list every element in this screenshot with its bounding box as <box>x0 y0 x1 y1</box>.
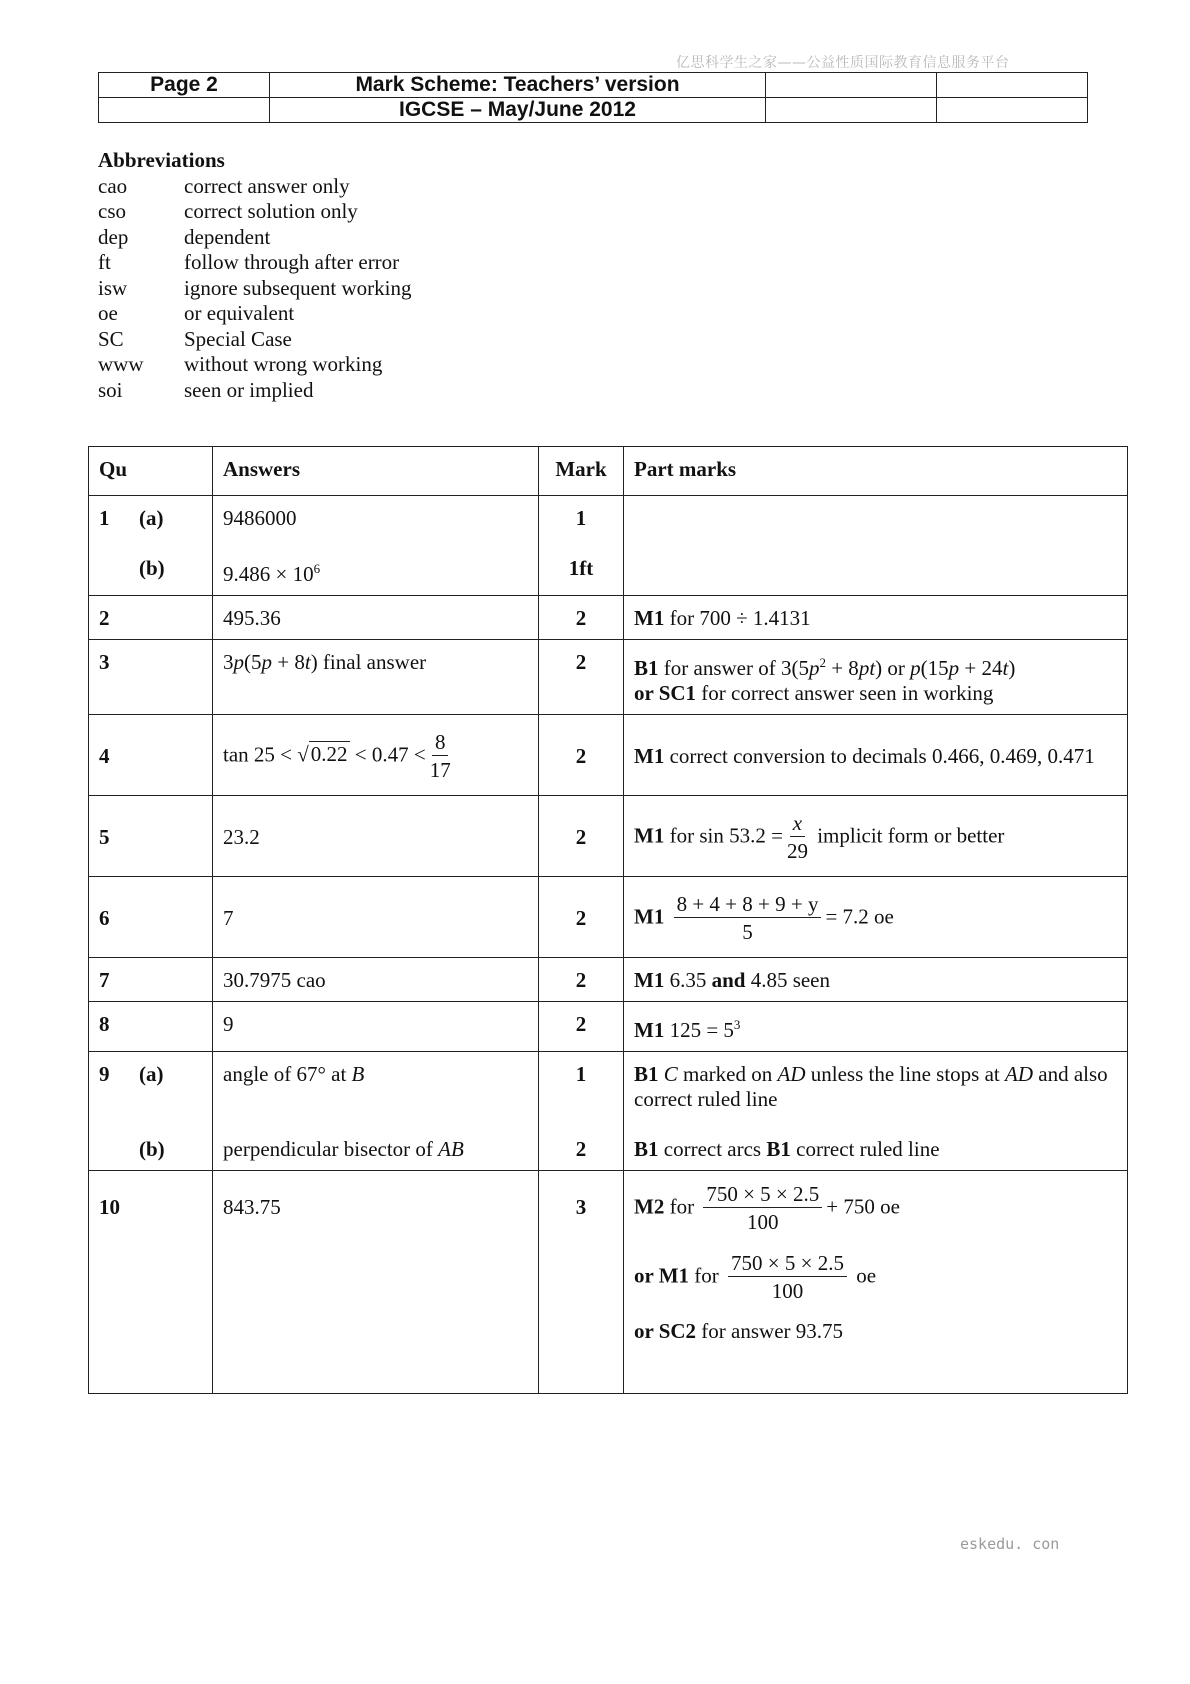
mark: 2 <box>539 715 624 796</box>
abbreviation-item <box>98 276 411 302</box>
answer: 843.75 <box>213 1171 539 1394</box>
abbreviations-title: Abbreviations <box>98 148 225 172</box>
mark: 2 <box>539 958 624 1002</box>
mark: 2 <box>539 596 624 640</box>
footer-text: eskedu. con <box>960 1535 1060 1553</box>
abbreviation-code: SC <box>98 326 124 351</box>
part-marks: M1 6.35 and 4.85 seen <box>624 958 1128 1002</box>
answer: 30.7975 cao <box>213 958 539 1002</box>
answer: angle of 67° at B <box>223 1062 365 1086</box>
abbreviation-item <box>98 250 411 276</box>
answer: tan 25 < √0.22 < 0.47 < $\frac{8}{17}$ <box>213 715 539 796</box>
abbreviation-item <box>98 225 411 251</box>
mark: 1 <box>575 506 587 530</box>
abbreviation-code: soi <box>98 377 123 402</box>
question-part: (b) <box>139 1137 165 1161</box>
abbreviation-code: cso <box>98 199 126 223</box>
table-row <box>89 640 1128 715</box>
abbreviation-code: cao <box>98 173 128 198</box>
mark: 2 <box>575 1137 587 1161</box>
header-mark: Mark <box>539 447 624 496</box>
abbreviation-item <box>98 352 411 378</box>
table-row <box>89 877 1128 958</box>
abbreviation-meaning: ignore subsequent working <box>184 275 412 300</box>
part-marks: M1 correct conversion to decimals 0.466, 0.469, 0.471 <box>624 715 1128 796</box>
abbreviation-meaning: or equivalent <box>184 301 295 325</box>
question-part: (b) <box>139 556 165 580</box>
abbreviations-section <box>98 148 411 403</box>
question-number: 8 <box>99 1012 110 1036</box>
mark: 1ft <box>568 556 594 580</box>
answer: 7 <box>213 877 539 958</box>
table-row <box>89 1002 1128 1052</box>
question-part: (a) <box>139 506 164 530</box>
abbreviations-list <box>98 174 411 404</box>
answer: 9486000 <box>223 506 297 530</box>
table-row <box>89 715 1128 796</box>
mark: 3 <box>539 1171 624 1394</box>
abbreviation-meaning: dependent <box>184 224 271 249</box>
question-number: 4 <box>99 743 110 768</box>
answer: perpendicular bisector of AB <box>223 1137 464 1161</box>
abbreviation-code: ft <box>98 250 111 274</box>
mark: 1 <box>575 1062 587 1086</box>
part-marks: M1 for 700 ÷ 1.4131 <box>624 596 1128 640</box>
header-blank-cell <box>99 98 270 123</box>
table-row <box>89 496 1128 596</box>
question-number: 10 <box>99 1195 120 1219</box>
header-blank-cell <box>766 98 937 123</box>
mark-scheme-table <box>88 446 1128 1394</box>
question-number: 2 <box>99 606 110 630</box>
table-row <box>89 596 1128 640</box>
abbreviation-item <box>98 199 411 225</box>
header-answers: Answers <box>213 447 539 496</box>
mark: 2 <box>539 1002 624 1052</box>
abbreviation-code: isw <box>98 275 128 300</box>
mark: 2 <box>539 877 624 958</box>
abbreviation-meaning: correct solution only <box>184 199 358 223</box>
abbreviation-meaning: seen or implied <box>184 377 314 402</box>
table-row <box>89 1171 1128 1394</box>
abbreviation-code: www <box>98 352 144 376</box>
question-number: 5 <box>99 824 110 849</box>
answer: 9 <box>213 1002 539 1052</box>
answer: 495.36 <box>213 596 539 640</box>
answer: 3p(5p + 8t) final answer <box>213 640 539 715</box>
question-number: 9 <box>99 1062 110 1086</box>
part-marks: M1 $\frac{8 + 4 + 8 + 9 + y}{5}$ = 7.2 oe <box>624 877 1128 958</box>
question-number: 3 <box>99 650 110 674</box>
abbreviation-code: oe <box>98 301 118 325</box>
document-title: Mark Scheme: Teachers’ version <box>270 73 766 98</box>
abbreviation-meaning: correct answer only <box>184 173 350 198</box>
abbreviation-code: dep <box>98 224 129 249</box>
part-marks: M1 $125 = 5^3$ <box>624 1002 1128 1052</box>
abbreviation-meaning: Special Case <box>184 326 292 351</box>
mark: 2 <box>539 796 624 877</box>
answer: $9.486 \times 10^6$ <box>223 561 321 586</box>
abbreviation-meaning: follow through after error <box>184 250 400 274</box>
question-number: 1 <box>99 506 110 530</box>
table-header-row <box>89 447 1128 496</box>
header-qu: Qu <box>89 447 213 496</box>
header-part-marks: Part marks <box>624 447 1128 496</box>
abbreviation-item <box>98 174 411 200</box>
part-marks: M2 for $\frac{750 \times 5 \times 2.5}{100}$ + 750 oe or M1 for $\frac{750 \times 5 \times 2.5}{100}$ oe or SC2 for answer 93.75 <box>624 1171 1128 1394</box>
table-row <box>89 796 1128 877</box>
watermark-text: 亿思科学生之家——公益性质国际教育信息服务平台 <box>676 55 1010 71</box>
page-number: Page 2 <box>99 73 270 98</box>
header-blank-cell <box>766 73 937 98</box>
question-number: 6 <box>99 905 110 930</box>
part-marks <box>624 496 1128 596</box>
part-marks: M1 for sin 53.2 = $\frac{x}{29}$ implicit form or better <box>624 796 1128 877</box>
part-marks: B1 C marked on AD unless the line stops at AD and also correct ruled line B1 correct arcs B1 correct ruled line <box>624 1052 1128 1171</box>
question-part: (a) <box>139 1062 164 1086</box>
answer: 23.2 <box>213 796 539 877</box>
header-blank-cell <box>937 73 1088 98</box>
table-row <box>89 958 1128 1002</box>
table-row <box>89 1052 1128 1171</box>
abbreviation-meaning: without wrong working <box>184 352 383 376</box>
abbreviation-item <box>98 301 411 327</box>
abbreviation-item <box>98 327 411 353</box>
header-table <box>98 72 1088 123</box>
part-marks: B1 for answer of $3(5p^2 + 8pt)$ or p(15p + 24t) or SC1 for correct answer seen in working <box>624 640 1128 715</box>
exam-title: IGCSE – May/June 2012 <box>270 98 766 123</box>
question-number: 7 <box>99 968 110 992</box>
abbreviation-item <box>98 378 411 404</box>
header-blank-cell <box>937 98 1088 123</box>
mark: 2 <box>539 640 624 715</box>
